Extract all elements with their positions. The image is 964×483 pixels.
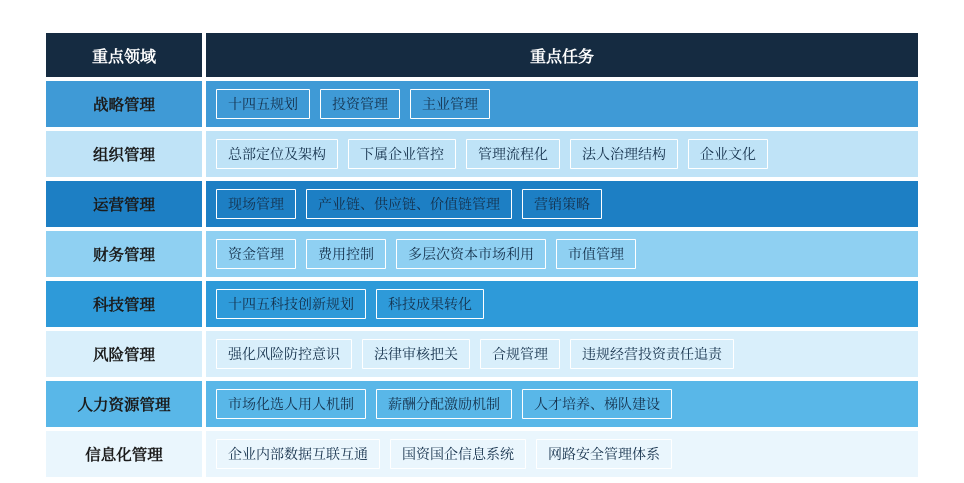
row-tasks-human-resources — [206, 381, 918, 427]
matrix-header-row — [46, 33, 918, 77]
task-chip[interactable]: 科技成果转化 — [376, 289, 484, 319]
task-chip[interactable]: 费用控制 — [306, 239, 386, 269]
chip-group — [216, 289, 918, 319]
row-label-technology: 科技管理 — [46, 281, 206, 327]
matrix-table — [46, 29, 918, 481]
table-row — [46, 231, 918, 277]
chip-group — [216, 439, 918, 469]
row-label-informatization: 信息化管理 — [46, 431, 206, 477]
task-chip[interactable]: 法人治理结构 — [570, 139, 678, 169]
row-tasks-strategy — [206, 81, 918, 127]
row-tasks-finance — [206, 231, 918, 277]
task-chip[interactable]: 主业管理 — [410, 89, 490, 119]
task-chip[interactable]: 网路安全管理体系 — [536, 439, 672, 469]
task-chip[interactable]: 企业内部数据互联互通 — [216, 439, 380, 469]
row-label-human-resources: 人力资源管理 — [46, 381, 206, 427]
table-row — [46, 181, 918, 227]
task-chip[interactable]: 人才培养、梯队建设 — [522, 389, 672, 419]
header-tasks-column: 重点任务 — [206, 33, 918, 77]
task-chip[interactable]: 违规经营投资责任追责 — [570, 339, 734, 369]
row-label-strategy: 战略管理 — [46, 81, 206, 127]
table-row — [46, 331, 918, 377]
chip-group — [216, 189, 918, 219]
chip-group — [216, 89, 918, 119]
task-chip[interactable]: 资金管理 — [216, 239, 296, 269]
chip-group — [216, 339, 918, 369]
task-chip[interactable]: 产业链、供应链、价值链管理 — [306, 189, 512, 219]
chip-group — [216, 139, 918, 169]
chip-group — [216, 389, 918, 419]
task-chip[interactable]: 多层次资本市场利用 — [396, 239, 546, 269]
header-label-column: 重点领域 — [46, 33, 206, 77]
task-chip[interactable]: 十四五规划 — [216, 89, 310, 119]
row-tasks-operations — [206, 181, 918, 227]
task-chip[interactable]: 薪酬分配激励机制 — [376, 389, 512, 419]
task-chip[interactable]: 市场化选人用人机制 — [216, 389, 366, 419]
chip-group — [216, 239, 918, 269]
matrix-body — [46, 33, 918, 477]
row-label-finance: 财务管理 — [46, 231, 206, 277]
task-chip[interactable]: 投资管理 — [320, 89, 400, 119]
task-chip[interactable]: 总部定位及架构 — [216, 139, 338, 169]
task-chip[interactable]: 企业文化 — [688, 139, 768, 169]
task-chip[interactable]: 现场管理 — [216, 189, 296, 219]
task-chip[interactable]: 十四五科技创新规划 — [216, 289, 366, 319]
task-chip[interactable]: 国资国企信息系统 — [390, 439, 526, 469]
task-chip[interactable]: 强化风险防控意识 — [216, 339, 352, 369]
row-tasks-informatization — [206, 431, 918, 477]
row-tasks-risk — [206, 331, 918, 377]
task-chip[interactable]: 下属企业管控 — [348, 139, 456, 169]
row-label-organization: 组织管理 — [46, 131, 206, 177]
focus-areas-matrix — [46, 29, 918, 481]
task-chip[interactable]: 法律审核把关 — [362, 339, 470, 369]
task-chip[interactable]: 市值管理 — [556, 239, 636, 269]
row-tasks-technology — [206, 281, 918, 327]
table-row — [46, 281, 918, 327]
table-row — [46, 131, 918, 177]
row-label-operations: 运营管理 — [46, 181, 206, 227]
table-row — [46, 81, 918, 127]
task-chip[interactable]: 合规管理 — [480, 339, 560, 369]
task-chip[interactable]: 营销策略 — [522, 189, 602, 219]
table-row — [46, 431, 918, 477]
row-tasks-organization — [206, 131, 918, 177]
task-chip[interactable]: 管理流程化 — [466, 139, 560, 169]
row-label-risk: 风险管理 — [46, 331, 206, 377]
table-row — [46, 381, 918, 427]
